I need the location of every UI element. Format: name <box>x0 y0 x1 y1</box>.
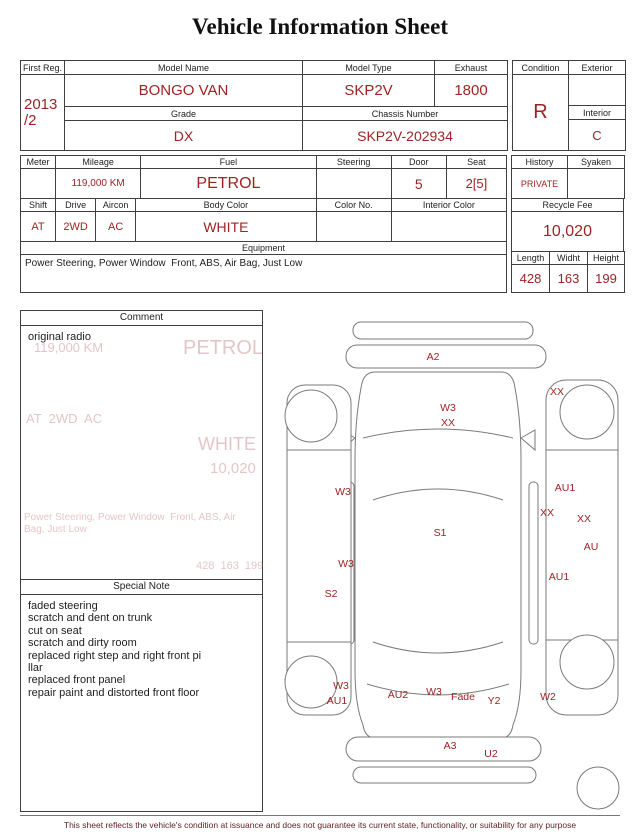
drive-label: Drive <box>56 199 96 212</box>
color-no-value <box>316 212 391 242</box>
equipment-table <box>20 241 507 293</box>
right-mirror <box>521 430 535 450</box>
ghost-bleed-text: AT 2WD AC <box>26 411 103 426</box>
chassis-number-label: Chassis Number <box>303 107 508 121</box>
damage-code-w3: W3 <box>335 486 351 498</box>
special-note-line: scratch and dirty room <box>28 637 137 650</box>
exterior-label: Exterior <box>569 61 626 75</box>
special-note-line: repair paint and distorted front floor <box>28 686 200 699</box>
steering-label: Steering <box>316 156 391 169</box>
first-reg-label: First Reg. <box>21 61 65 75</box>
special-note-line: llar <box>28 662 43 675</box>
model-name-label: Model Name <box>65 61 303 75</box>
fuel-label: Fuel <box>141 156 316 169</box>
ghost-bleed-text: Power Steering, Power Window Front, ABS, Air Bag, Just Low <box>24 512 239 535</box>
history-value: PRIVATE <box>512 169 568 199</box>
damage-code-y2: Y2 <box>487 695 501 707</box>
chassis-number-value: SKP2V-202934 <box>303 121 508 151</box>
special-note-line: faded steering <box>28 600 98 612</box>
grade-label: Grade <box>65 107 303 121</box>
exhaust-value: 1800 <box>435 75 508 107</box>
mileage-fuel-table <box>20 155 507 199</box>
special-note-line: cut on seat <box>28 624 82 637</box>
damage-code-s1: S1 <box>433 527 447 539</box>
damage-code-au1: AU1 <box>326 695 348 707</box>
drivetrain-color-table <box>20 198 507 242</box>
damage-code-au2: AU2 <box>387 689 409 701</box>
fuel-value: PETROL <box>141 169 316 199</box>
recycle-fee-value: 10,020 <box>512 212 624 252</box>
spare-tire <box>577 767 619 809</box>
damage-code-xx: XX <box>576 513 592 525</box>
ghost-bleed-text: WHITE <box>198 434 256 454</box>
height-label: Height <box>588 252 625 265</box>
spec-left-block <box>20 155 507 293</box>
condition-label: Condition <box>513 61 569 75</box>
seat-value: 2[5] <box>446 169 506 199</box>
meter-value <box>21 169 56 199</box>
meter-label: Meter <box>21 156 56 169</box>
front-strip <box>353 322 533 339</box>
body-color-value: WHITE <box>136 212 316 242</box>
special-note-line: replaced front panel <box>28 674 126 687</box>
right-front-wheel <box>560 385 614 439</box>
first-reg-value <box>21 75 65 151</box>
steering-value <box>316 169 391 199</box>
ghost-bleed-text: 119,000 KM <box>34 340 104 355</box>
condition-grade-value: R <box>513 75 569 151</box>
model-type-value: SKP2V <box>303 75 435 107</box>
shift-label: Shift <box>21 199 56 212</box>
footer-divider <box>20 815 620 816</box>
interior-grade-value: C <box>569 120 626 151</box>
interior-label: Interior <box>569 105 626 119</box>
damage-code-w3: W3 <box>426 686 442 698</box>
length-value: 428 <box>512 265 550 293</box>
left-front-wheel <box>285 390 337 442</box>
special-note-header: Special Note <box>21 579 262 595</box>
mileage-value: 119,000 KM <box>56 169 141 199</box>
aircon-label: Aircon <box>96 199 136 212</box>
lower-section <box>20 310 640 812</box>
body-color-label: Body Color <box>136 199 316 212</box>
length-label: Length <box>512 252 550 265</box>
equipment-label: Equipment <box>21 242 507 255</box>
damage-code-w2: W2 <box>540 691 556 703</box>
special-note-line: scratch and dent on trunk <box>28 612 153 625</box>
damage-code-au: AU <box>583 541 599 553</box>
width-value: 163 <box>550 265 588 293</box>
interior-color-value <box>391 212 506 242</box>
aircon-value: AC <box>96 212 136 242</box>
recycle-fee-label: Recycle Fee <box>512 199 624 212</box>
first-reg-month: /2 <box>24 111 37 129</box>
first-reg-year: 2013 <box>24 95 58 113</box>
spec-right-block <box>511 155 625 293</box>
grade-value: DX <box>65 121 303 151</box>
model-type-label: Model Type <box>303 61 435 75</box>
footer-disclaimer: This sheet reflects the vehicle's condition at issuance and does not guarantee its current state, functionality, or suitability for any purpose <box>63 820 577 830</box>
damage-code-u2: U2 <box>484 748 498 760</box>
model-name-value: BONGO VAN <box>65 75 303 107</box>
right-sill <box>529 482 538 644</box>
damage-code-fade: Fade <box>451 691 475 703</box>
door-value: 5 <box>391 169 446 199</box>
shift-value: AT <box>21 212 56 242</box>
syaken-value <box>568 169 625 199</box>
recycle-fee-table <box>511 198 624 252</box>
height-value: 199 <box>588 265 625 293</box>
history-label: History <box>512 156 568 169</box>
car-body-top-view <box>355 372 521 738</box>
page-title: Vehicle Information Sheet <box>192 14 448 39</box>
registration-section <box>20 60 626 151</box>
damage-code-a2: A2 <box>426 351 440 363</box>
exterior-grade-value <box>569 75 626 106</box>
ghost-bleed-text: 428 163 199 <box>196 560 264 572</box>
drive-value: 2WD <box>56 212 96 242</box>
damage-code-s2: S2 <box>324 588 338 600</box>
seat-label: Seat <box>446 156 506 169</box>
special-note-body <box>21 595 262 811</box>
spec-section <box>20 155 625 293</box>
registration-table <box>20 60 508 151</box>
damage-code-w3: W3 <box>338 558 354 570</box>
comment-text: original radio <box>28 331 91 343</box>
exhaust-label: Exhaust <box>435 61 508 75</box>
car-outline-drawing <box>263 310 640 812</box>
damage-code-xx: XX <box>549 386 565 398</box>
damage-code-w3: W3 <box>333 680 349 692</box>
right-rear-wheel <box>560 635 614 689</box>
ghost-bleed-text: 10,020 <box>210 460 256 477</box>
ghost-bleed-text: PETROL <box>183 337 264 359</box>
mileage-label: Mileage <box>56 156 141 169</box>
history-table <box>511 155 625 199</box>
front-bumper <box>346 345 546 368</box>
syaken-label: Syaken <box>568 156 625 169</box>
dimensions-table <box>511 251 625 293</box>
damage-code-xx: XX <box>539 507 555 519</box>
interior-color-label: Interior Color <box>391 199 506 212</box>
damage-diagram <box>263 310 640 812</box>
damage-code-w3: W3 <box>440 402 456 414</box>
door-label: Door <box>391 156 446 169</box>
special-note-line: replaced right step and right front pi <box>28 649 202 662</box>
condition-table <box>512 60 626 151</box>
damage-code-a3: A3 <box>443 740 457 752</box>
damage-code-xx: XX <box>440 417 456 429</box>
rear-strip <box>353 767 536 783</box>
comment-header: Comment <box>21 311 262 326</box>
damage-code-au1: AU1 <box>554 482 576 494</box>
equipment-value: Power Steering, Power Window Front, ABS, Air Bag, Just Low <box>21 255 507 293</box>
color-no-label: Color No. <box>316 199 391 212</box>
damage-code-au1: AU1 <box>548 571 570 583</box>
width-label: Widht <box>550 252 588 265</box>
